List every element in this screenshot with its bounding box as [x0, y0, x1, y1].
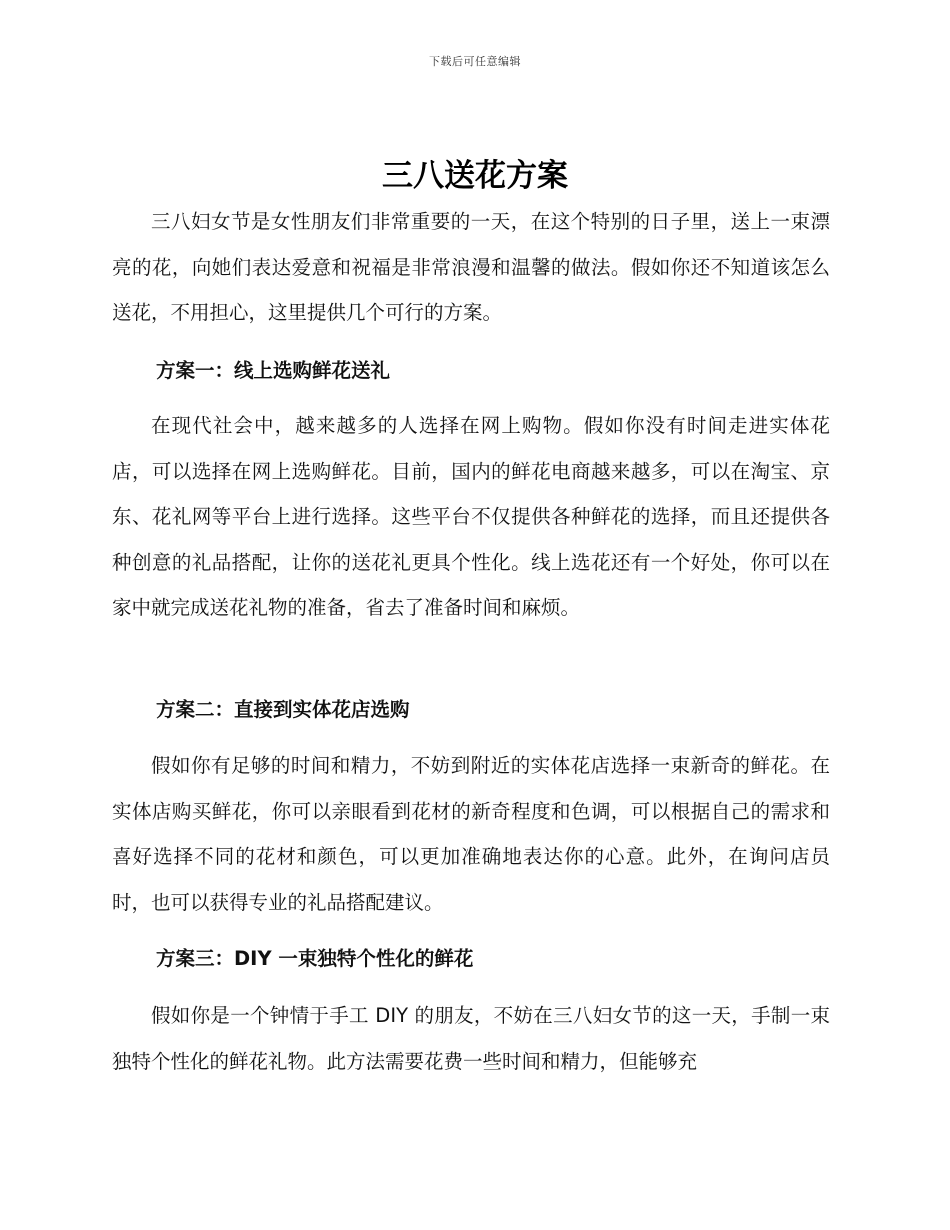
- section-body-1: 在现代社会中，越来越多的人选择在网上购物。假如你没有时间走进实体花店，可以选择在网上选购鲜花。目前，国内的鲜花电商越来越多，可以在淘宝、京东、花礼网等平台上进行选择。这些平台不仅提供各种鲜花的选择，而且还提供各种创意的礼品搭配，让你的送花礼更具个性化。线上选花还有一个好处，你可以在家中就完成送花礼物的准备，省去了准备时间和麻烦。: [112, 414, 830, 619]
- section-body-2: 假如你有足够的时间和精力，不妨到附近的实体花店选择一束新奇的鲜花。在实体店购买鲜花，你可以亲眼看到花材的新奇程度和色调，可以根据自己的需求和喜好选择不同的花材和颜色，可以更加准确地表达你的心意。此外，在询问店员时，也可以获得专业的礼品搭配建议。: [112, 754, 830, 914]
- section-heading-3: 方案三：DIY 一束独特个性化的鲜花: [156, 947, 474, 970]
- section-body-3: 假如你是一个钟情于手工 DIY 的朋友，不妨在三八妇女节的这一天，手制一束独特个性化的鲜花礼物。此方法需要花费一些时间和精力，但能够充: [112, 1004, 830, 1073]
- header-note: 下载后可任意编辑: [429, 55, 521, 68]
- intro-paragraph: 三八妇女节是女性朋友们非常重要的一天，在这个特别的日子里，送上一束漂亮的花，向她们表达爱意和祝福是非常浪漫和温馨的做法。假如你还不知道该怎么送花，不用担心，这里提供几个可行的方案。: [112, 210, 830, 324]
- document-title: 三八送花方案: [382, 158, 568, 194]
- section-heading-1: 方案一：线上选购鲜花送礼: [156, 359, 391, 382]
- section-heading-2: 方案二：直接到实体花店选购: [156, 698, 410, 721]
